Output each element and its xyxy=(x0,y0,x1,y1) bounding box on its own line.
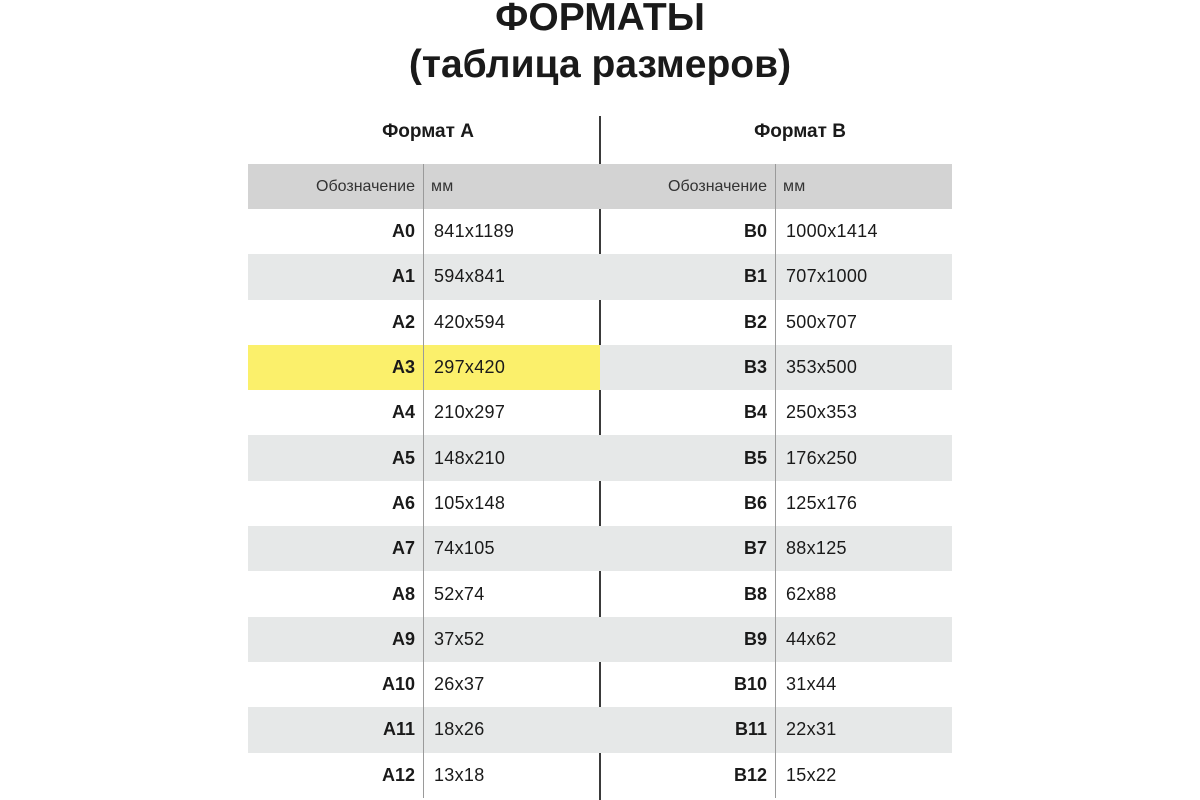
format-size-cell: 297x420 xyxy=(434,357,506,378)
format-size-cell: 250x353 xyxy=(786,402,858,423)
table-row xyxy=(248,481,600,526)
format-code-cell: A7 xyxy=(248,526,424,571)
table-header-row xyxy=(248,164,600,209)
column-header-code: Обозначение xyxy=(600,164,776,209)
format-size-cell: 594x841 xyxy=(434,266,506,287)
format-size-cell: 44x62 xyxy=(786,628,837,649)
column-header-mm: мм xyxy=(431,177,454,195)
table-row xyxy=(600,390,952,435)
format-size-cell: 420x594 xyxy=(434,311,506,332)
format-size-cell: 210x297 xyxy=(434,402,506,423)
format-code-cell: A3 xyxy=(248,345,424,390)
format-code-cell: A1 xyxy=(248,254,424,299)
format-code-cell: A10 xyxy=(248,662,424,707)
table-row xyxy=(600,300,952,345)
table-row xyxy=(248,662,600,707)
format-b-table xyxy=(600,164,952,798)
column-header-mm: мм xyxy=(783,177,806,195)
column-header-code: Обозначение xyxy=(248,164,424,209)
table-row xyxy=(248,254,600,299)
format-code-cell: B2 xyxy=(600,300,776,345)
format-size-cell: 31x44 xyxy=(786,674,837,695)
format-code-cell: B6 xyxy=(600,481,776,526)
format-code-cell: B9 xyxy=(600,617,776,662)
format-code-cell: B12 xyxy=(600,753,776,798)
format-size-cell: 26x37 xyxy=(434,674,485,695)
table-row xyxy=(600,209,952,254)
format-code-cell: B1 xyxy=(600,254,776,299)
format-b-heading: Формат В xyxy=(754,121,846,142)
format-size-cell: 74x105 xyxy=(434,538,495,559)
format-code-cell: A4 xyxy=(248,390,424,435)
title-line-1: ФОРМАТЫ xyxy=(495,0,705,39)
table-row xyxy=(600,753,952,798)
format-size-cell: 353x500 xyxy=(786,357,858,378)
format-code-cell: A5 xyxy=(248,435,424,480)
format-size-cell: 500x707 xyxy=(786,311,858,332)
table-row xyxy=(248,526,600,571)
table-row xyxy=(248,345,600,390)
table-row xyxy=(600,254,952,299)
format-code-cell: A11 xyxy=(248,707,424,752)
format-size-cell: 88x125 xyxy=(786,538,847,559)
table-row xyxy=(600,435,952,480)
table-header-row xyxy=(600,164,952,209)
format-size-cell: 707x1000 xyxy=(786,266,868,287)
format-size-cell: 1000x1414 xyxy=(786,221,878,242)
table-row xyxy=(600,345,952,390)
format-size-cell: 105x148 xyxy=(434,492,506,513)
table-row xyxy=(248,300,600,345)
table-row xyxy=(600,617,952,662)
table-row xyxy=(248,435,600,480)
format-code-cell: B8 xyxy=(600,571,776,616)
title-line-2: (таблица размеров) xyxy=(408,43,792,86)
format-code-cell: A6 xyxy=(248,481,424,526)
format-code-cell: B0 xyxy=(600,209,776,254)
format-code-cell: A8 xyxy=(248,571,424,616)
table-row xyxy=(600,662,952,707)
format-size-cell: 125x176 xyxy=(786,492,858,513)
table-row xyxy=(248,209,600,254)
format-code-cell: B11 xyxy=(600,707,776,752)
table-row xyxy=(600,707,952,752)
format-code-cell: B5 xyxy=(600,435,776,480)
table-row xyxy=(248,617,600,662)
format-size-cell: 13x18 xyxy=(434,764,485,785)
table-row xyxy=(248,571,600,616)
format-size-cell: 148x210 xyxy=(434,447,506,468)
format-code-cell: A9 xyxy=(248,617,424,662)
format-code-cell: B10 xyxy=(600,662,776,707)
format-size-cell: 22x31 xyxy=(786,719,837,740)
format-code-cell: A0 xyxy=(248,209,424,254)
table-row xyxy=(600,526,952,571)
format-a-heading: Формат А xyxy=(382,121,474,142)
table-row xyxy=(248,390,600,435)
format-size-cell: 18x26 xyxy=(434,719,485,740)
format-code-cell: B3 xyxy=(600,345,776,390)
format-code-cell: A2 xyxy=(248,300,424,345)
format-size-cell: 62x88 xyxy=(786,583,837,604)
format-size-cell: 841x1189 xyxy=(434,221,515,242)
format-size-cell: 52x74 xyxy=(434,583,485,604)
table-row xyxy=(600,571,952,616)
format-size-cell: 15x22 xyxy=(786,764,837,785)
format-size-cell: 176x250 xyxy=(786,447,858,468)
format-code-cell: B4 xyxy=(600,390,776,435)
format-a-table xyxy=(248,164,600,798)
format-code-cell: B7 xyxy=(600,526,776,571)
format-size-cell: 37x52 xyxy=(434,628,485,649)
table-row xyxy=(248,753,600,798)
format-code-cell: A12 xyxy=(248,753,424,798)
page-title xyxy=(0,0,1200,89)
table-row xyxy=(600,481,952,526)
table-row xyxy=(248,707,600,752)
